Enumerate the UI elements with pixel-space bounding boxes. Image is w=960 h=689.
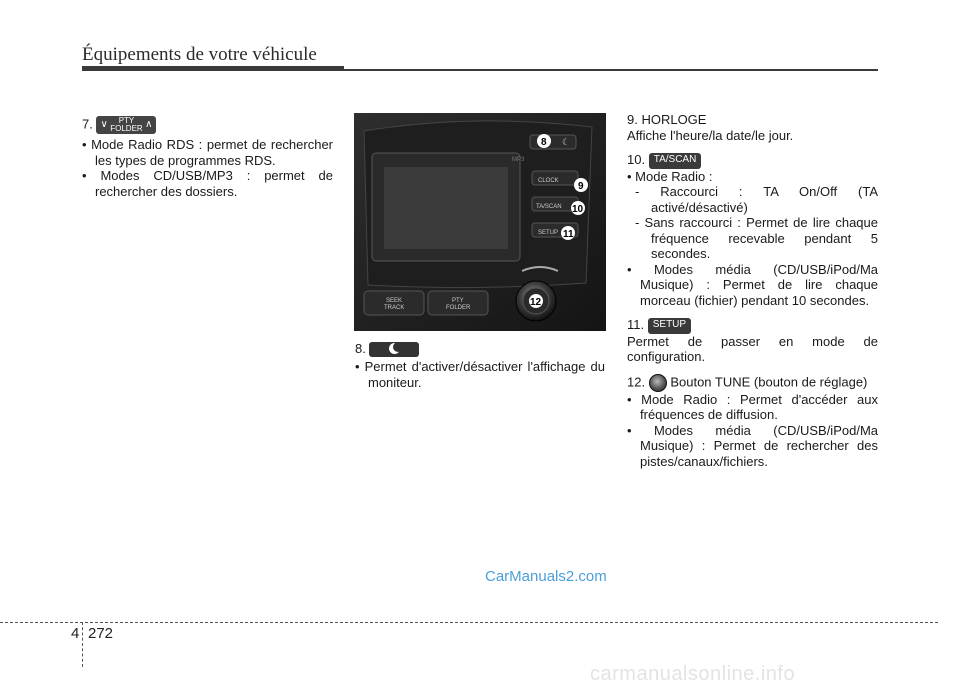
dash-raccourci: - Raccourci : TA On/Off (TA activé/désactivé) <box>635 184 878 215</box>
chevron-up-icon: ∧ <box>145 119 153 130</box>
tune-bullet-radio: • Mode Radio : Permet d'accéder aux fréquences de diffusion. <box>627 391 878 423</box>
clock-label: CLOCK <box>538 178 559 184</box>
page-number: 272 <box>88 625 114 642</box>
tune-bullet-media: • Modes média (CD/USB/iPod/Ma Musique) : Permet de rechercher des pistes/canaux/fichiers. <box>627 422 878 469</box>
watermark-carmanualsonline: carmanualsonline.info <box>590 663 796 685</box>
item-12-title: Bouton TUNE (bouton de réglage) <box>670 374 868 390</box>
svg-text:11: 11 <box>563 229 574 240</box>
seek-label: SEEK <box>386 298 403 304</box>
pty-folder-button-icon <box>96 116 156 134</box>
photo-folder-label: FOLDER <box>446 305 471 311</box>
tascan-label: TA/SCAN <box>536 204 562 210</box>
right-column <box>627 112 878 469</box>
callout-11 <box>561 226 575 240</box>
item-11-text: Permet de passer en mode de configuration. <box>627 333 878 365</box>
setup-label: SETUP <box>538 230 559 236</box>
callout-8 <box>537 134 551 148</box>
watermark-carmanuals2: CarManuals2.com <box>485 568 607 585</box>
footer-dashed-rule <box>0 622 938 623</box>
item-8-number: 8. <box>355 341 366 356</box>
item-11-number: 11. <box>627 317 645 333</box>
item-7 <box>82 116 333 134</box>
callout-12 <box>529 294 543 308</box>
track-label: TRACK <box>384 305 405 311</box>
dash-sans-raccourci: - Sans raccourci : Permet de lire chaque fréquence recevable pendant 5 secondes. <box>635 215 878 262</box>
chapter-number: 4 <box>71 625 80 642</box>
left-column <box>82 116 333 199</box>
page-header-title: Équipements de votre véhicule <box>82 44 317 65</box>
item-12-number: 12. <box>627 374 646 390</box>
svg-text:8: 8 <box>541 137 547 148</box>
tune-knob-icon <box>649 374 667 392</box>
photo-pty-label: PTY <box>452 298 464 304</box>
setup-button-icon: SETUP <box>648 318 691 334</box>
left-bullet-rds: • Mode Radio RDS : permet de rechercher les types de programmes RDS. <box>82 137 333 168</box>
footer-dashed-divider <box>82 622 83 667</box>
audio-unit-illustration <box>354 113 606 331</box>
mode-radio-label: • Mode Radio : <box>627 168 713 184</box>
callout-10 <box>571 201 585 215</box>
item-10 <box>627 152 878 169</box>
tascan-button-icon: TA/SCAN <box>649 153 702 169</box>
media-bullet: • Modes média (CD/USB/iPod/Ma Musique) : Permet de lire chaque morceau (fichier) pendant 10 secondes. <box>627 261 878 308</box>
svg-text:☾: ☾ <box>562 137 571 147</box>
svg-text:10: 10 <box>572 204 584 215</box>
item-9-text: Affiche l'heure/la date/le jour. <box>627 127 794 143</box>
item-9-title: 9. HORLOGE <box>627 112 707 127</box>
item-10-number: 10. <box>627 152 646 167</box>
item-7-number: 7. <box>82 116 93 132</box>
pty-label: PTY <box>118 116 135 125</box>
header-rule <box>344 69 878 71</box>
moon-button-icon <box>369 342 419 357</box>
folder-label: FOLDER <box>110 124 143 133</box>
item-12 <box>627 374 878 392</box>
svg-text:MP3: MP3 <box>512 157 525 163</box>
moon-icon <box>389 343 400 354</box>
left-bullet-cd: • Modes CD/USB/MP3 : permet de rechercher des dossiers. <box>82 168 333 199</box>
audio-unit-photo <box>354 113 606 331</box>
callout-9 <box>574 178 588 192</box>
chevron-down-icon: ∨ <box>100 119 108 130</box>
svg-text:9: 9 <box>578 181 584 192</box>
svg-text:12: 12 <box>530 297 542 308</box>
middle-bullet-display: • Permet d'activer/désactiver l'affichage du moniteur. <box>355 359 605 390</box>
middle-column <box>355 341 605 390</box>
item-11 <box>627 317 878 334</box>
header-bar <box>82 66 344 71</box>
item-8 <box>355 341 605 357</box>
